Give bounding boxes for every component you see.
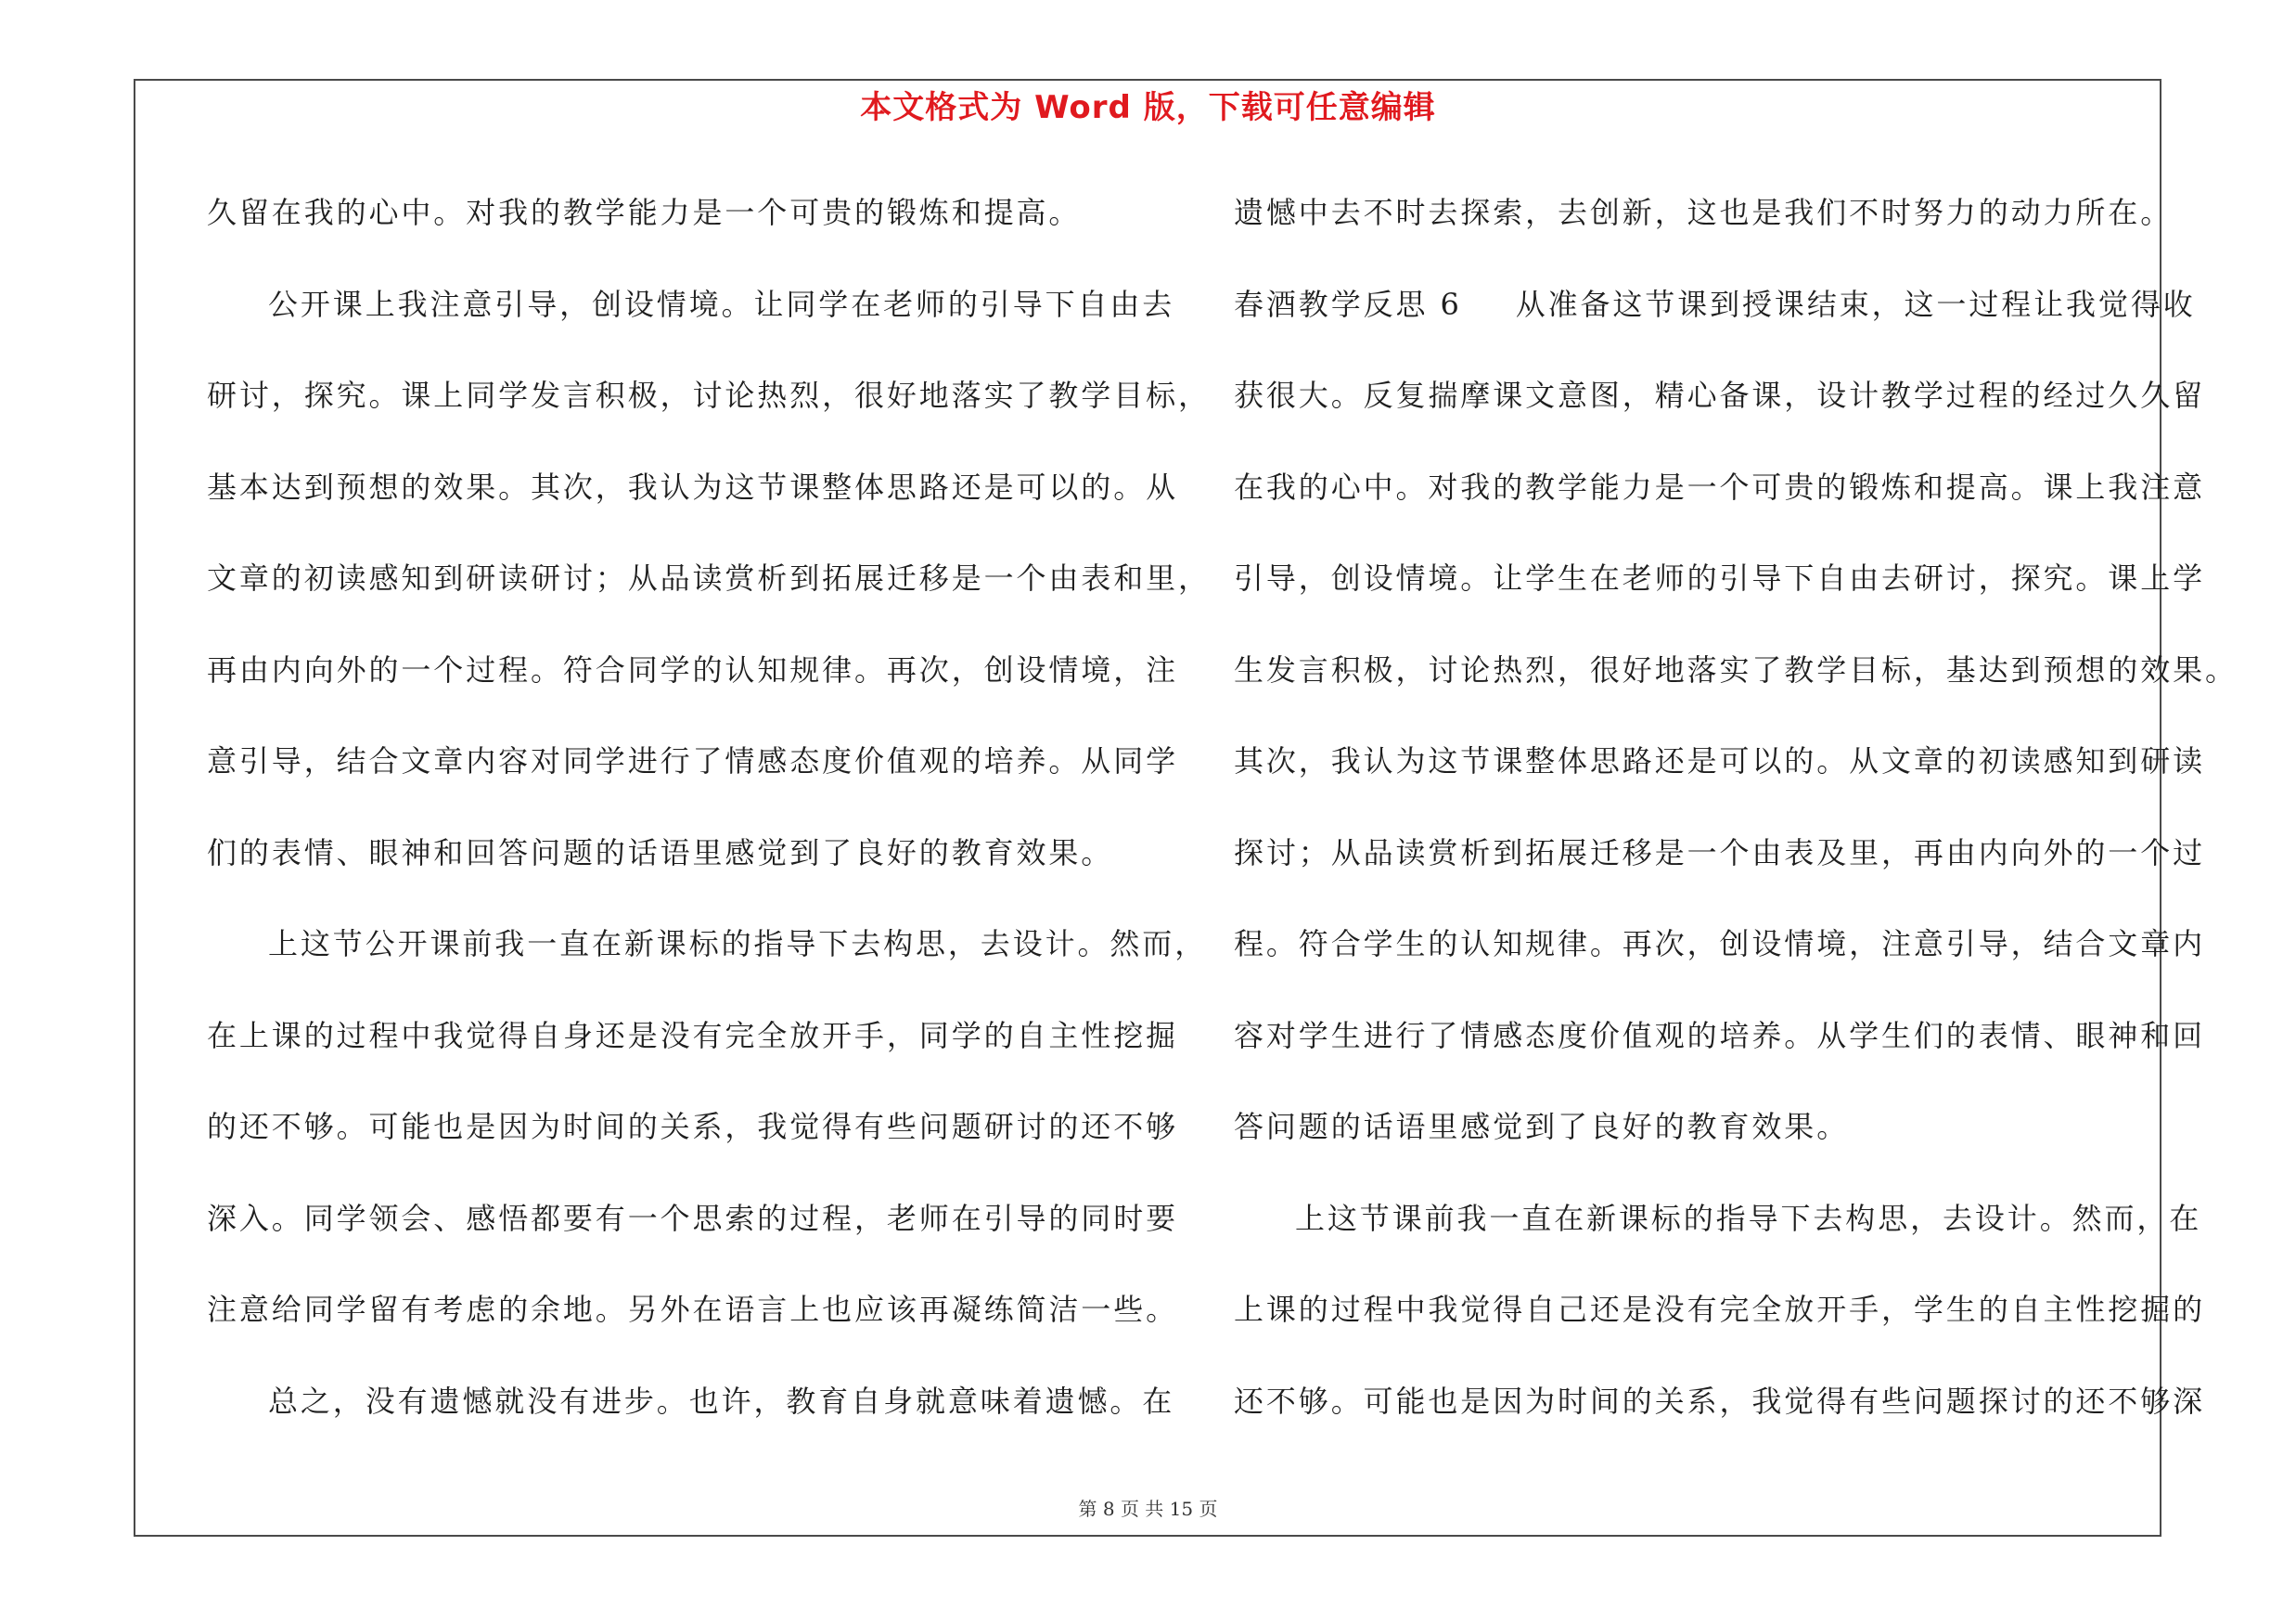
- right-column-line: [1234, 1371, 2206, 1462]
- left-column-line: [207, 547, 1211, 639]
- line-text: 容对学生进行了情感态度价值观的培养。从学生们的表情、眼神和回: [1234, 1017, 2206, 1053]
- line-text: 上这节公开课前我一直在新课标的指导下去构思，去设计。然而，: [268, 926, 1208, 961]
- line-text: 意引导，结合文章内容对同学进行了情感态度价值观的培养。从同学: [207, 743, 1179, 779]
- page-footer: 第 8 页 共 15 页: [1078, 1498, 1218, 1520]
- left-column-line: [207, 913, 1208, 1005]
- section-heading: 春酒教学反思 6: [1234, 286, 1462, 322]
- line-text: 再由内向外的一个过程。符合同学的认知规律。再次，创设情境，注: [207, 651, 1179, 688]
- line-text: 深入。同学领会、感悟都要有一个思索的过程，老师在引导的同时要: [207, 1200, 1179, 1236]
- left-column-line: [207, 1188, 1179, 1280]
- document-banner: 本文格式为 Word 版，下载可任意编辑: [860, 89, 1436, 126]
- line-text: 基本达到预想的效果。其次，我认为这节课整体思路还是可以的。从: [207, 469, 1179, 505]
- left-column-line: [207, 1279, 1179, 1371]
- right-column-line: [1234, 457, 2206, 548]
- line-text: 们的表情、眼神和回答问题的话语里感觉到了良好的教育效果。: [207, 834, 1114, 870]
- right-column-line: [1234, 274, 2196, 366]
- left-column-line: [207, 1371, 1175, 1462]
- line-text: 上课的过程中我觉得自己还是没有完全放开手，学生的自主性挖掘的: [1234, 1292, 2206, 1327]
- left-column-line: [207, 730, 1179, 822]
- left-column-line: [207, 274, 1175, 366]
- line-text: 程。符合学生的认知规律。再次，创设情境，注意引导，结合文章内: [1234, 926, 2206, 961]
- left-column-line: [207, 182, 1135, 274]
- line-text: 还不够。可能也是因为时间的关系，我觉得有些问题探讨的还不够深: [1234, 1383, 2206, 1419]
- left-column-line: [207, 1005, 1179, 1097]
- line-text: 获很大。反复揣摩课文意图，精心备课，设计教学过程的经过久久留: [1234, 378, 2206, 413]
- left-text-column: [207, 182, 1211, 1462]
- right-column-line: [1234, 730, 2206, 822]
- line-text: 在上课的过程中我觉得自身还是没有完全放开手，同学的自主性挖掘: [207, 1017, 1179, 1053]
- line-text: 遗憾中去不时去探索，去创新，这也是我们不时努力的动力所在。: [1234, 195, 2174, 230]
- right-column-line: [1234, 639, 2238, 731]
- right-column-line: [1234, 1279, 2206, 1371]
- line-text: 探讨；从品读赏析到拓展迁移是一个由表及里，再由内向外的一个过: [1234, 834, 2206, 870]
- line-text: 总之，没有遗憾就没有进步。也许，教育自身就意味着遗憾。在: [268, 1383, 1175, 1419]
- line-text: 其次，我认为这节课整体思路还是可以的。从文章的初读感知到研读: [1234, 743, 2206, 779]
- line-text: 在我的心中。对我的教学能力是一个可贵的锻炼和提高。课上我注意: [1234, 469, 2206, 505]
- right-column-line: [1234, 547, 2206, 639]
- line-text: 公开课上我注意引导，创设情境。让同学在老师的引导下自由去: [268, 286, 1175, 322]
- left-column-line: [207, 822, 1135, 914]
- left-column-line: [207, 639, 1179, 731]
- left-column-line: [207, 457, 1179, 548]
- right-column-line: [1234, 822, 2206, 914]
- line-text: 引导，创设情境。让学生在老师的引导下自由去研讨，探究。课上学: [1234, 560, 2206, 596]
- right-column-line: [1234, 1188, 2202, 1280]
- line-text: 从准备这节课到授课结束，这一过程让我觉得收: [1515, 286, 2196, 322]
- line-text: 久留在我的心中。对我的教学能力是一个可贵的锻炼和提高。: [207, 195, 1082, 230]
- left-column-line: [207, 365, 1211, 457]
- line-text: 的还不够。可能也是因为时间的关系，我觉得有些问题研讨的还不够: [207, 1109, 1179, 1144]
- right-column-line: [1234, 182, 2174, 274]
- line-text: 上这节课前我一直在新课标的指导下去构思，去设计。然而，在: [1295, 1200, 2202, 1236]
- right-column-line: [1234, 1005, 2206, 1097]
- left-column-line: [207, 1096, 1179, 1188]
- line-text: 研讨，探究。课上同学发言积极，讨论热烈，很好地落实了教学目标，: [207, 378, 1211, 413]
- right-text-column: [1234, 182, 2238, 1462]
- line-text: 注意给同学留有考虑的余地。另外在语言上也应该再凝练简洁一些。: [207, 1292, 1179, 1327]
- right-column-line: [1234, 1096, 2161, 1188]
- line-text: 生发言积极，讨论热烈，很好地落实了教学目标，基达到预想的效果。: [1234, 651, 2238, 688]
- line-text: 答问题的话语里感觉到了良好的教育效果。: [1234, 1109, 1850, 1144]
- right-column-line: [1234, 913, 2206, 1005]
- line-text: 文章的初读感知到研读研讨；从品读赏析到拓展迁移是一个由表和里，: [207, 560, 1211, 596]
- right-column-line: [1234, 365, 2206, 457]
